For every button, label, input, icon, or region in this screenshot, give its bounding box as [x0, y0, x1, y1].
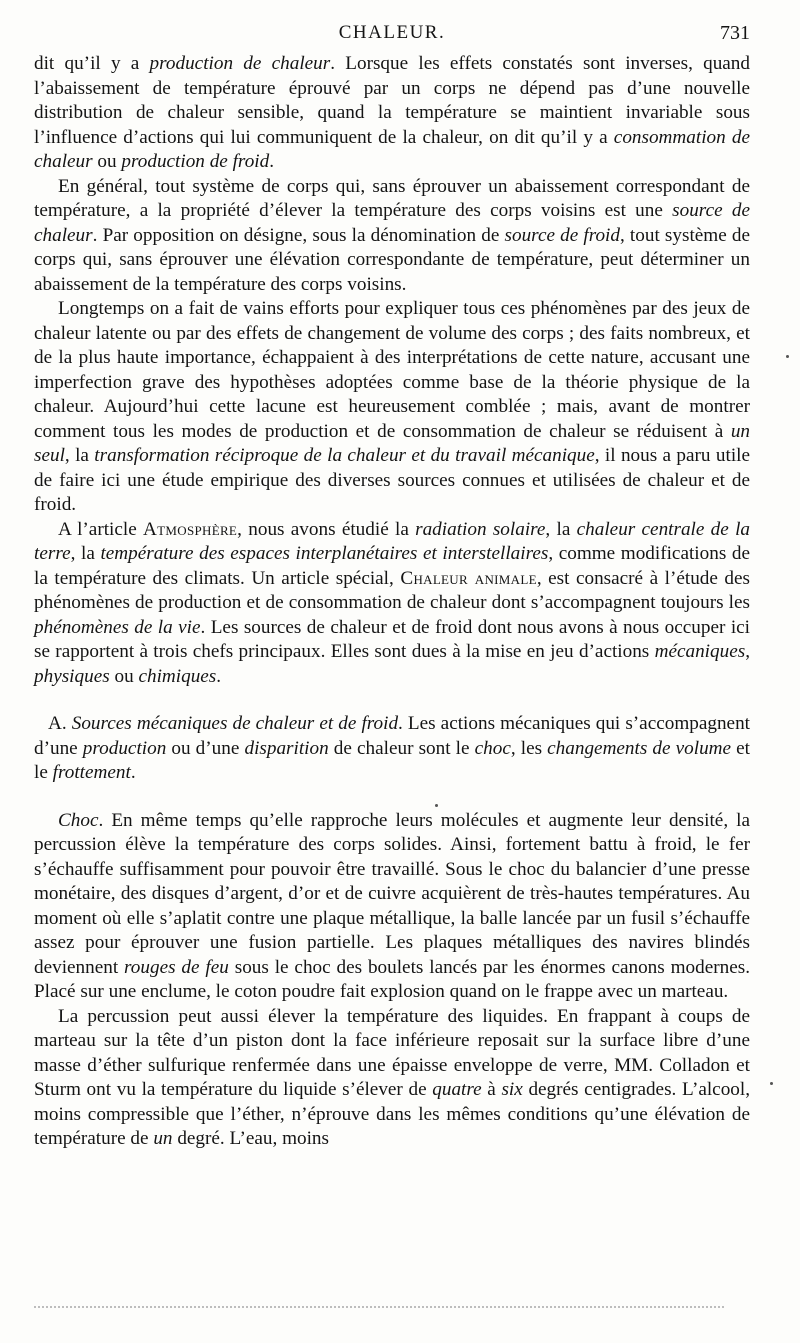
- italic-text: six: [501, 1079, 523, 1100]
- italic-text: un: [153, 1128, 173, 1149]
- italic-text: production de chaleur: [149, 53, 331, 74]
- paragraph-p1: [34, 52, 750, 175]
- text-run: . En même temps qu’elle rapproche leurs molécules et augmente leur densité, la percussion élève la température des corps solides. Ainsi, fortement battu à froid, le fer s’échauffe suffisamment pour pouvoir être travaillé. Sous le choc du balancier d’une presse monétaire, des disques d’argent, d’or et de cuivre acquièrent de très-hautes températures. Au moment où elle s’aplatit contre une plaque métallique, la balle lancée par un fusil s’échauffe assez pour éprouver une fusion partielle. Les plaques métalliques des navires blindés deviennent: [34, 809, 750, 978]
- text-run: , comme modifications de la température des climats. Un article spécial,: [34, 543, 750, 589]
- text-run: En général, tout système de corps qui, sans éprouver un abaissement correspondant de température, a la propriété d’élever la température des corps voisins est une: [34, 175, 750, 221]
- italic-text: chimiques: [138, 665, 217, 687]
- italic-text: Sources mécaniques de chaleur et de froid: [71, 713, 399, 734]
- paragraph-p2: [34, 175, 750, 298]
- text-run: et le: [34, 737, 750, 783]
- page-number: 731: [720, 22, 750, 44]
- italic-text: source de froid: [504, 224, 620, 246]
- text-run: A.: [48, 713, 72, 734]
- running-header: [34, 22, 750, 48]
- italic-text: phénomènes de la vie: [34, 616, 201, 638]
- paragraph-p5: [34, 712, 750, 786]
- italic-text: frottement: [52, 762, 131, 783]
- italic-text: un seul: [34, 420, 750, 466]
- italic-text: transformation réciproque de la chaleur et du travail mécanique: [94, 445, 595, 466]
- text-run: degrés centigrades. L’alcool, moins compressible que l’éther, n’éprouve dans les mêmes conditions qu’une élévation de température de: [34, 1079, 751, 1149]
- text-run: degré. L’eau, moins: [172, 1128, 329, 1149]
- small-caps-text: Chaleur animale: [400, 567, 537, 589]
- text-run: , il nous a paru utile de faire ici une étude empirique des diverses sources connues et utilisées de chaleur et de froid.: [34, 445, 750, 515]
- paragraph-p6: [34, 809, 750, 1005]
- italic-text: mécaniques: [654, 641, 746, 662]
- italic-text: changements de volume: [547, 737, 732, 759]
- text-run: , la: [70, 543, 101, 564]
- text-run: de chaleur sont le: [328, 737, 475, 759]
- speck-mark: [786, 355, 789, 358]
- paragraph-p3: [34, 297, 750, 518]
- paragraph-p4: [34, 518, 750, 690]
- text-run: . Lorsque les effets constatés sont inverses, quand l’abaissement de température éprouvé par un corps ne dépend pas d’une nouvelle distribution de chaleur sensible, quand la température se maintient invariable sous l’influence d’actions qui lui communiquent de la chaleur, on dit qu’il y a: [34, 53, 750, 148]
- italic-text: rouges de feu: [124, 956, 229, 978]
- text-run: ou: [109, 665, 139, 687]
- text-run: . Les sources de chaleur et de froid dont nous avons à nous occuper ici se rapportent à trois chefs principaux. Elles sont dues à la mise en jeu d’actions: [34, 616, 750, 662]
- text-run: .: [216, 665, 222, 687]
- text-run: à: [481, 1079, 502, 1100]
- text-run: , la: [545, 518, 577, 540]
- text-run: . Par opposition on désigne, sous la dénomination de: [92, 224, 505, 246]
- speck-mark: [435, 804, 438, 807]
- bottom-rule: [34, 1306, 724, 1308]
- text-run: dit qu’il y a: [34, 53, 150, 74]
- italic-text: disparition: [244, 737, 329, 759]
- italic-text: température des espaces interplanétaires et interstellaires: [100, 543, 549, 564]
- text-run: , est consacré à l’étude des phénomènes de production et de consommation de chaleur dont s’accompagnent toujours les: [34, 567, 750, 613]
- text-run: La percussion peut aussi élever la température des liquides. En frappant à coups de marteau sur la tête d’un piston dont la face inférieure reposait sur la surface libre d’une masse d’éther sulfurique renfermée dans une épaisse enveloppe de verre, MM. Colladon et Sturm ont vu la température du liquide s’élever de: [34, 1005, 750, 1100]
- text-run: , la: [64, 445, 95, 466]
- italic-text: chaleur centrale de la terre: [34, 518, 750, 564]
- text-run: ,: [745, 641, 750, 662]
- text-run: A l’article: [58, 518, 144, 540]
- italic-text: choc: [474, 737, 511, 759]
- italic-text: radiation solaire: [415, 518, 546, 540]
- paragraph-p7: [34, 1005, 750, 1152]
- text-run: sous le choc des boulets lancés par les énormes canons modernes. Placé sur une enclume, le coton poudre fait explosion quand on le frappe avec un marteau.: [34, 956, 750, 1002]
- italic-text: physiques: [34, 665, 110, 687]
- text-run: .: [130, 762, 136, 783]
- italic-text: production de froid: [121, 151, 270, 172]
- speck-mark: [770, 1082, 773, 1085]
- text-run: ou: [92, 151, 122, 172]
- text-run: , tout système de corps qui, sans éprouver une élévation correspondante de température, peut déterminer un abaissement de la température des corps voisins.: [34, 224, 750, 295]
- text-run: , nous avons étudié la: [237, 518, 416, 540]
- italic-text: consommation de chaleur: [34, 126, 750, 172]
- italic-text: production: [82, 737, 167, 759]
- italic-text: Choc: [58, 809, 99, 831]
- text-run: .: [269, 151, 275, 172]
- text-run: ou d’une: [166, 737, 245, 759]
- running-title: CHALEUR.: [338, 22, 446, 43]
- body-text: [34, 52, 750, 1152]
- text-run: , les: [510, 737, 548, 759]
- small-caps-text: Atmosphère: [143, 518, 238, 540]
- italic-text: source de chaleur: [34, 200, 750, 246]
- italic-text: quatre: [432, 1079, 482, 1100]
- text-run: . Les actions mécaniques qui s’accompagnent d’une: [34, 713, 750, 759]
- text-run: Longtemps on a fait de vains efforts pour expliquer tous ces phénomènes par des jeux de chaleur latente ou par des effets de changement de volume des corps ; des faits nombreux, et de la plus haute importance, échappaient à des interprétations de cette nature, accusant une imperfection grave des hypothèses adoptées comme base de la théorie physique de la chaleur. Aujourd’hui cette lacune est heureusement comblée ; mais, avant de montrer comment tous les modes de production et de consommation de chaleur se réduisent à: [34, 298, 750, 442]
